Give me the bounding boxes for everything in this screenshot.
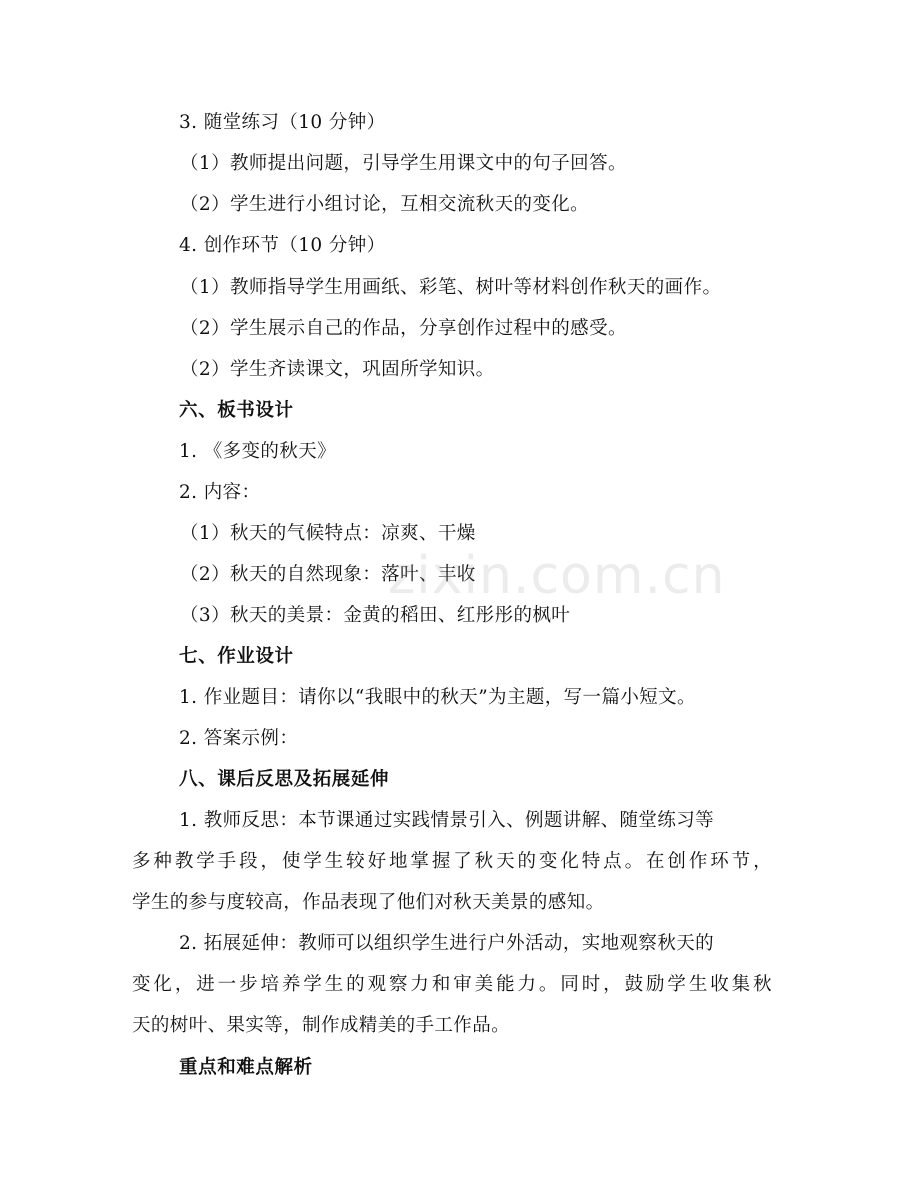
list-item: （2）学生进行小组讨论，互相交流秋天的变化。 xyxy=(180,194,590,215)
list-item: （2）学生齐读课文，巩固所学知识。 xyxy=(180,359,495,380)
section-heading-blackboard-design: 六、板书设计 xyxy=(179,400,294,421)
list-item: 2. 答案示例： xyxy=(179,728,299,749)
list-item: （2）学生展示自己的作品，分享创作过程中的感受。 xyxy=(180,318,627,339)
paragraph-line: 1. 教师反思：本节课通过实践情景引入、例题讲解、随堂练习等 xyxy=(179,810,715,831)
paragraph-line: 2. 拓展延伸：教师可以组织学生进行户外活动，实地观察秋天的 xyxy=(179,933,715,954)
list-item: 2. 内容： xyxy=(179,482,261,503)
list-item: 4. 创作环节（10 分钟） xyxy=(179,235,386,256)
list-item: 3. 随堂练习（10 分钟） xyxy=(179,112,386,133)
section-heading-key-points: 重点和难点解析 xyxy=(179,1057,313,1078)
watermark: zixin.com.cn xyxy=(388,546,726,606)
list-item: （2）秋天的自然现象：落叶、丰收 xyxy=(180,564,476,585)
list-item: （1）教师指导学生用画纸、彩笔、树叶等材料创作秋天的画作。 xyxy=(180,277,722,298)
list-item: 1. 《多变的秋天》 xyxy=(179,441,337,462)
list-item: （1）教师提出问题，引导学生用课文中的句子回答。 xyxy=(180,153,627,174)
list-item: （1）秋天的气候特点：凉爽、干燥 xyxy=(180,523,476,544)
paragraph-line: 变化，进一步培养学生的观察力和审美能力。同时，鼓励学生收集秋 xyxy=(132,974,772,995)
list-item: （3）秋天的美景：金黄的稻田、红彤彤的枫叶 xyxy=(180,605,571,626)
section-heading-reflection: 八、课后反思及拓展延伸 xyxy=(179,769,390,790)
paragraph-line: 多种教学手段，使学生较好地掌握了秋天的变化特点。在创作环节， xyxy=(132,851,772,872)
paragraph-line: 学生的参与度较高，作品表现了他们对秋天美景的感知。 xyxy=(132,892,605,913)
list-item: 1. 作业题目：请你以“我眼中的秋天”为主题，写一篇小短文。 xyxy=(179,687,696,708)
section-heading-homework-design: 七、作业设计 xyxy=(179,646,294,667)
paragraph-line: 天的树叶、果实等，制作成精美的手工作品。 xyxy=(132,1015,511,1036)
